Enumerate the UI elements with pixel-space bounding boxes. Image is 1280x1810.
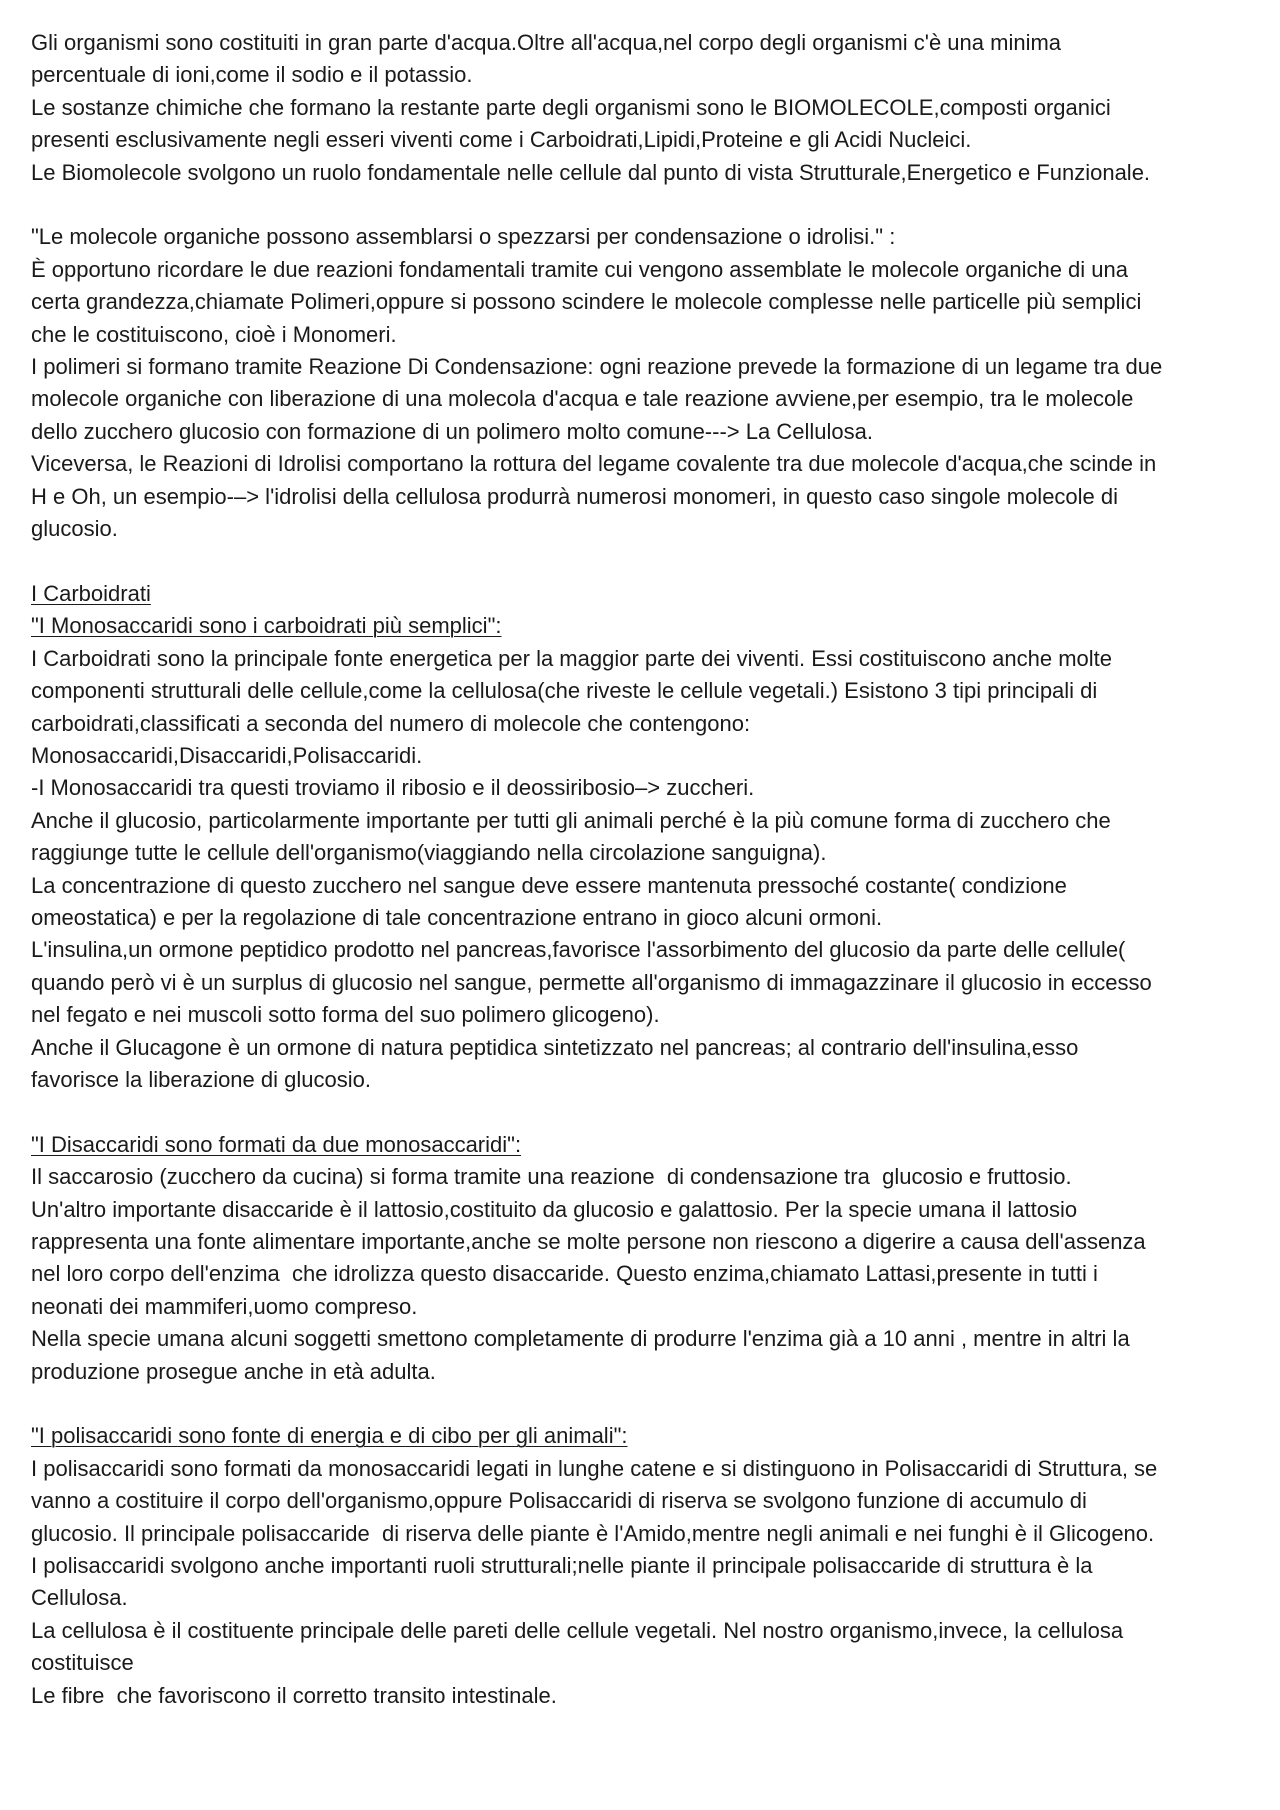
text-line: carboidrati,classificati a seconda del numero di molecole che contengono: bbox=[31, 710, 751, 736]
text-line: -I Monosaccaridi tra questi troviamo il ribosio e il deossiribosio–> zuccheri. bbox=[31, 775, 755, 801]
text-line: H e Oh, un esempio-–> l'idrolisi della cellulosa produrrà numerosi monomeri, in questo caso singole molecole di bbox=[31, 483, 1119, 509]
text-line: nel fegato e nei muscoli sotto forma del suo polimero glicogeno). bbox=[31, 1002, 660, 1028]
text-line: che le costituiscono, cioè i Monomeri. bbox=[31, 321, 397, 347]
document-page bbox=[31, 27, 1266, 1712]
text-line: dello zucchero glucosio con formazione di un polimero molto comune---> La Cellulosa. bbox=[31, 418, 873, 444]
text-line: Le Biomolecole svolgono un ruolo fondamentale nelle cellule dal punto di vista Strutturale,Energetico e Funzionale. bbox=[31, 159, 1151, 185]
subsection-heading bbox=[31, 1129, 1266, 1161]
text-line: glucosio. Il principale polisaccaride di riserva delle piante è l'Amido,mentre negli animali e nei funghi è il Glicogeno. bbox=[31, 1520, 1155, 1546]
text-line: Le fibre che favoriscono il corretto transito intestinale. bbox=[31, 1682, 557, 1708]
text-line: Le sostanze chimiche che formano la restante parte degli organismi sono le BIOMOLECOLE,composti organici bbox=[31, 94, 1111, 120]
blank-line bbox=[31, 189, 1266, 221]
text-line: rappresenta una fonte alimentare importante,anche se molte persone non riescono a digerire a causa dell'assenza bbox=[31, 1228, 1146, 1254]
text-line: I Carboidrati sono la principale fonte energetica per la maggior parte dei viventi. Essi costituiscono anche molte bbox=[31, 645, 1113, 671]
text-line: I polisaccaridi svolgono anche importanti ruoli strutturali;nelle piante il principale polisaccaride di struttura è la bbox=[31, 1553, 1093, 1579]
text-line: percentuale di ioni,come il sodio e il potassio. bbox=[31, 62, 473, 88]
text-line: Monosaccaridi,Disaccaridi,Polisaccaridi. bbox=[31, 742, 423, 768]
text-line: La cellulosa è il costituente principale delle pareti delle cellule vegetali. Nel nostro organismo,invece, la cellulosa bbox=[31, 1617, 1124, 1643]
disaccharides-section bbox=[31, 1129, 1266, 1388]
text-line: quando però vi è un surplus di glucosio nel sangue, permette all'organismo di immagazzinare il glucosio in eccesso bbox=[31, 969, 1152, 995]
carbohydrates-section bbox=[31, 578, 1266, 1097]
text-line: costituisce bbox=[31, 1650, 134, 1676]
text-line: Anche il Glucagone è un ormone di natura peptidica sintetizzato nel pancreas; al contrario dell'insulina,esso bbox=[31, 1034, 1079, 1060]
text-line: Nella specie umana alcuni soggetti smettono completamente di produrre l'enzima già a 10 anni , mentre in altri la bbox=[31, 1326, 1130, 1352]
disaccharides-heading: "I Disaccaridi sono formati da due monosaccaridi": bbox=[31, 1131, 522, 1157]
subsection-heading bbox=[31, 610, 1266, 642]
text-line: I polisaccaridi sono formati da monosaccaridi legati in lunghe catene e si distinguono in Polisaccaridi di Struttura, se bbox=[31, 1455, 1158, 1481]
polysaccharides-section bbox=[31, 1420, 1266, 1712]
text-line: omeostatica) e per la regolazione di tale concentrazione entrano in gioco alcuni ormoni. bbox=[31, 904, 883, 930]
intro-paragraph bbox=[31, 27, 1266, 189]
text-line: Viceversa, le Reazioni di Idrolisi comportano la rottura del legame covalente tra due molecole d'acqua,che scinde in bbox=[31, 451, 1157, 477]
subsection-heading bbox=[31, 1420, 1266, 1452]
text-line: componenti strutturali delle cellule,come la cellulosa(che riveste le cellule vegetali.) Esistono 3 tipi principali di bbox=[31, 678, 1098, 704]
blank-line bbox=[31, 1096, 1266, 1128]
section-title bbox=[31, 578, 1266, 610]
monosaccharides-heading: "I Monosaccaridi sono i carboidrati più semplici": bbox=[31, 613, 502, 639]
polymers-paragraph bbox=[31, 221, 1266, 545]
text-line: Gli organismi sono costituiti in gran parte d'acqua.Oltre all'acqua,nel corpo degli organismi c'è una minima bbox=[31, 30, 1062, 55]
text-line: neonati dei mammiferi,uomo compreso. bbox=[31, 1293, 418, 1319]
polysaccharides-heading: "I polisaccaridi sono fonte di energia e di cibo per gli animali": bbox=[31, 1423, 628, 1449]
text-line: I polimeri si formano tramite Reazione Di Condensazione: ogni reazione prevede la formazione di un legame tra due bbox=[31, 354, 1163, 380]
text-line: raggiunge tutte le cellule dell'organismo(viaggiando nella circolazione sanguigna). bbox=[31, 840, 827, 866]
text-line: Il saccarosio (zucchero da cucina) si forma tramite una reazione di condensazione tra glucosio e fruttosio. bbox=[31, 1164, 1072, 1190]
text-line: Anche il glucosio, particolarmente importante per tutti gli animali perché è la più comune forma di zucchero che bbox=[31, 807, 1111, 833]
blank-line bbox=[31, 545, 1266, 577]
text-line: vanno a costituire il corpo dell'organismo,oppure Polisaccaridi di riserva se svolgono funzione di accumulo di bbox=[31, 1488, 1087, 1514]
text-line: glucosio. bbox=[31, 516, 118, 542]
text-line: certa grandezza,chiamate Polimeri,oppure si possono scindere le molecole complesse nelle particelle più semplici bbox=[31, 289, 1142, 315]
text-line: "Le molecole organiche possono assemblarsi o spezzarsi per condensazione o idrolisi." : bbox=[31, 224, 896, 250]
text-line: La concentrazione di questo zucchero nel sangue deve essere mantenuta pressoché costante( condizione bbox=[31, 872, 1067, 898]
text-line: Un'altro importante disaccaride è il lattosio,costituito da glucosio e galattosio. Per la specie umana il lattosio bbox=[31, 1196, 1078, 1222]
text-line: Cellulosa. bbox=[31, 1585, 128, 1611]
text-line: favorisce la liberazione di glucosio. bbox=[31, 1066, 371, 1092]
section-title-text: I Carboidrati bbox=[31, 580, 151, 606]
text-line: produzione prosegue anche in età adulta. bbox=[31, 1358, 436, 1384]
text-line: L'insulina,un ormone peptidico prodotto nel pancreas,favorisce l'assorbimento del glucosio da parte delle cellule( bbox=[31, 937, 1126, 963]
text-line: presenti esclusivamente negli esseri viventi come i Carboidrati,Lipidi,Proteine e gli Acidi Nucleici. bbox=[31, 127, 972, 153]
text-line: nel loro corpo dell'enzima che idrolizza questo disaccaride. Questo enzima,chiamato Lattasi,presente in tutti i bbox=[31, 1261, 1098, 1287]
text-line: molecole organiche con liberazione di una molecola d'acqua e tale reazione avviene,per esempio, tra le molecole bbox=[31, 386, 1134, 412]
text-line: È opportuno ricordare le due reazioni fondamentali tramite cui vengono assemblate le molecole organiche di una bbox=[31, 256, 1128, 282]
blank-line bbox=[31, 1388, 1266, 1420]
